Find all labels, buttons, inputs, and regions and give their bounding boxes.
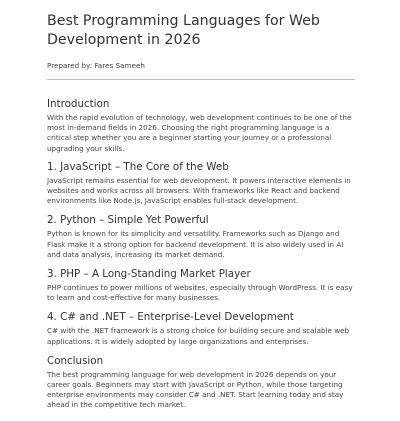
author-byline: Prepared by: Fares Sameeh: [47, 61, 145, 70]
section-body: Python is known for its simplicity and versatility. Frameworks such as Django and Flask make it a strong option for backend development. It is also widely used in AI and data analysis, increasing its market demand.: [47, 229, 344, 259]
section-body: The best programming language for web development in 2026 depends on your career goals. Beginners may start with JavaScript or Python, while those targeting enterprise environments may consider C# and .NET. Start learning today and stay ahead in the competitive tech market.: [47, 369, 344, 410]
section-body: With the rapid evolution of technology, web development continues to be one of the most in-demand fields in 2026. Choosing the right programming language is a critical step whether you are a beginner starting your journey or a professional upgrading your skills.: [47, 113, 352, 153]
section-conclusion: [47, 355, 355, 411]
section-csharp-dotnet: [47, 311, 355, 346]
title-divider: [47, 79, 355, 80]
section-javascript: [47, 161, 355, 207]
section-heading: Conclusion: [47, 354, 104, 367]
section-heading: 2. Python – Simple Yet Powerful: [47, 214, 209, 227]
section-python: [47, 214, 355, 260]
document-title: Best Programming Languages for Web Development in 2026: [47, 13, 320, 48]
section-heading: 3. PHP – A Long-Standing Market Player: [47, 268, 251, 281]
section-introduction: [47, 98, 355, 154]
section-heading: Introduction: [47, 98, 110, 110]
section-heading: 1. JavaScript – The Core of the Web: [47, 160, 229, 173]
section-heading: 4. C# and .NET – Enterprise-Level Development: [47, 311, 294, 324]
section-body: JavaScript remains essential for web development. It powers interactive elements in websites and works across all browsers. With frameworks like React and backend environments like Node.js, JavaScript enables full-stack development.: [47, 175, 351, 206]
section-php: [47, 268, 355, 303]
section-body: C# with the .NET framework is a strong choice for building secure and scalable web applications. It is widely adopted by large organizations and enterprises.: [47, 326, 350, 346]
section-body: PHP continues to power millions of websites, especially through WordPress. It is easy to learn and cost-effective for many businesses.: [47, 283, 353, 303]
